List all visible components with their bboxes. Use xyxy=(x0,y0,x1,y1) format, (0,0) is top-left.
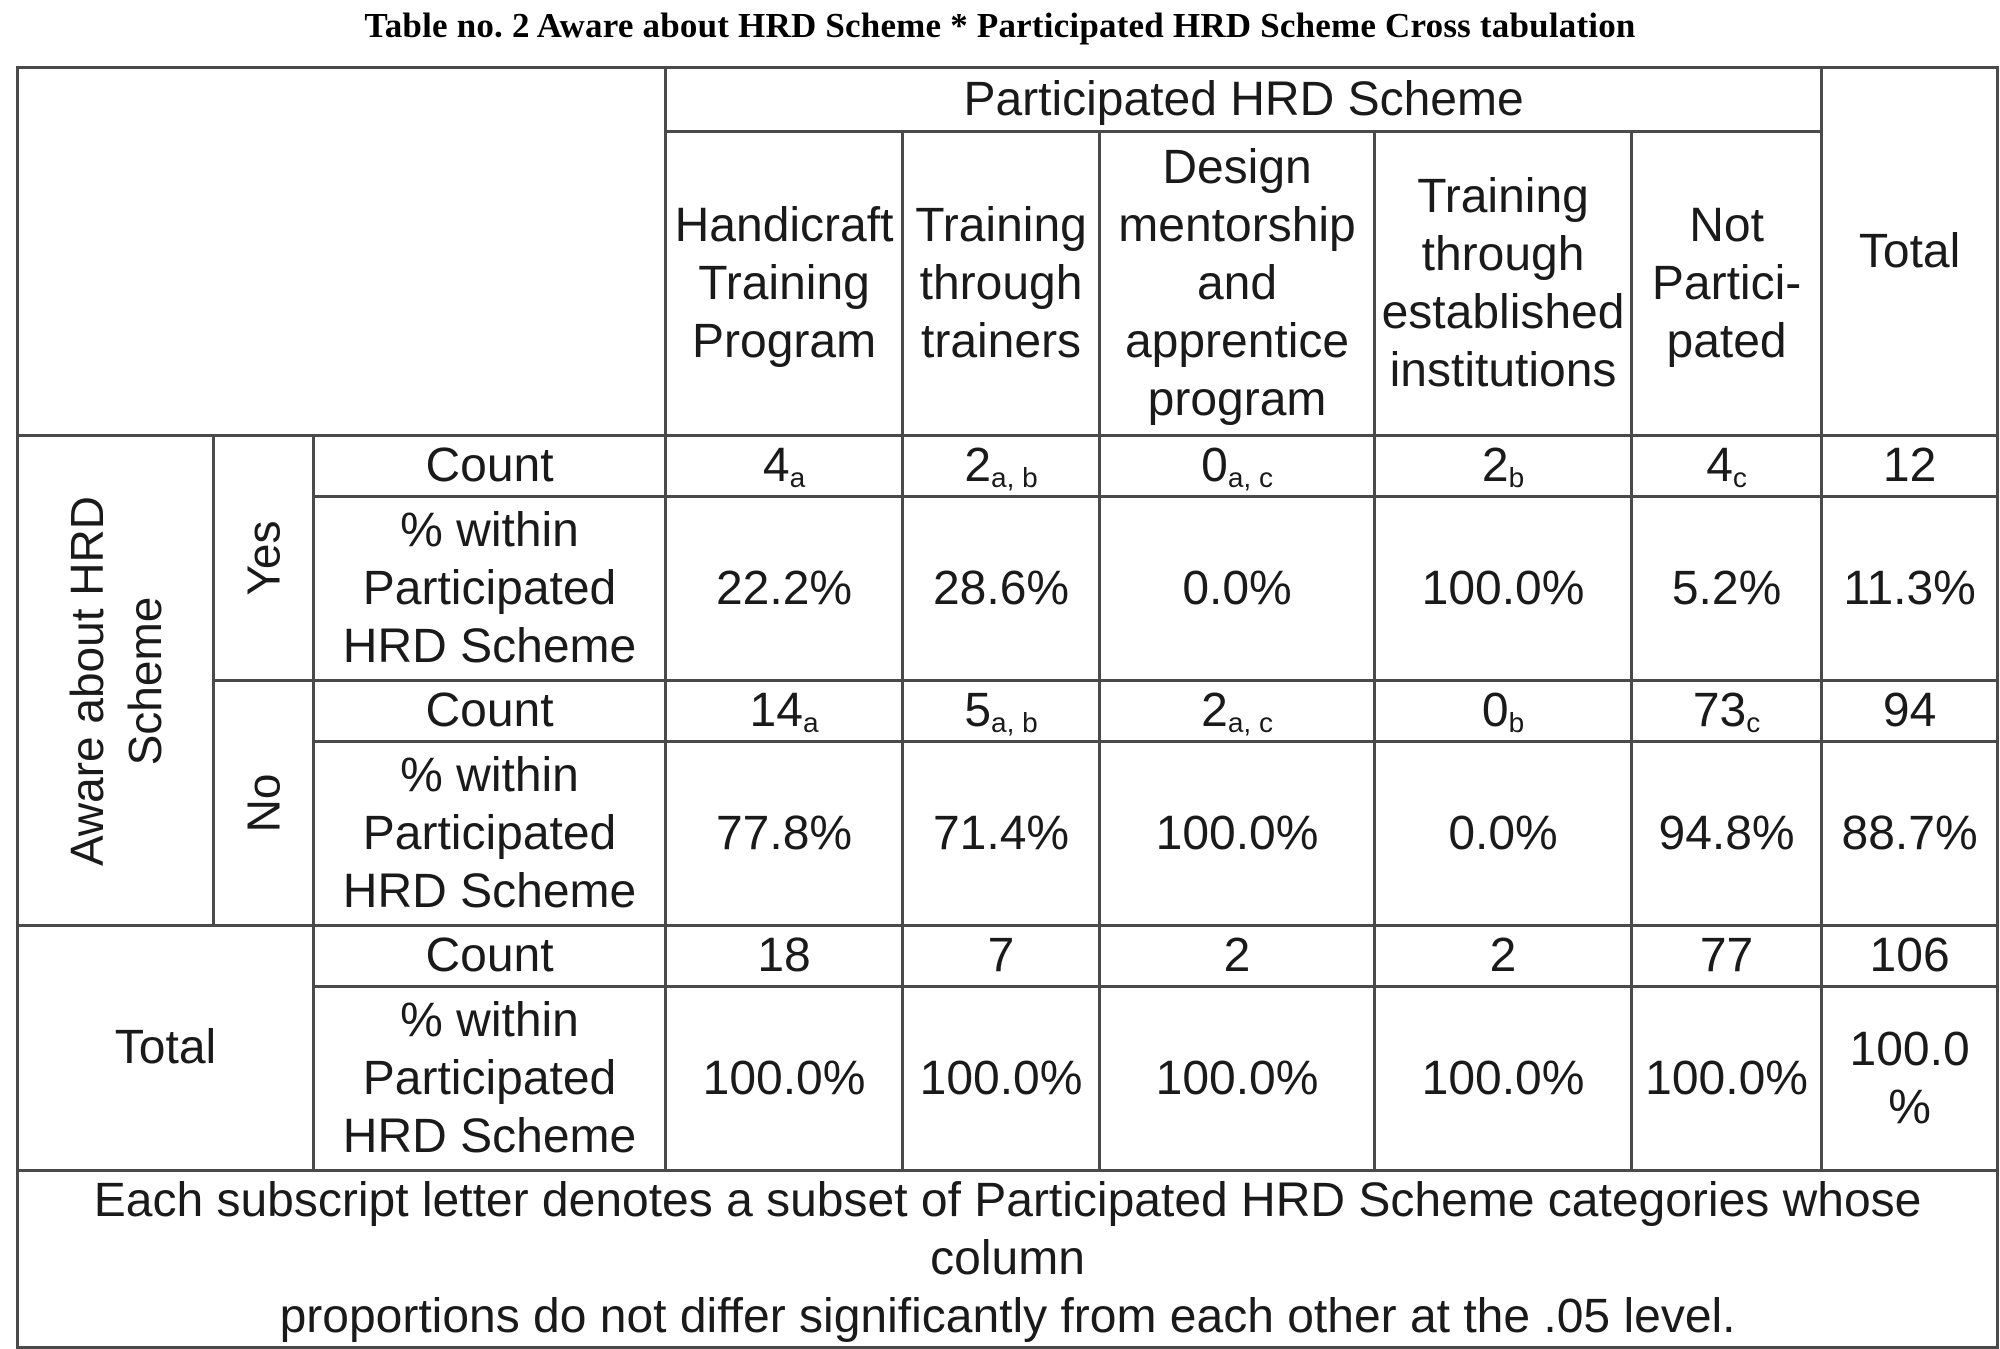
table-title: Table no. 2 Aware about HRD Scheme * Participated HRD Scheme Cross tabulation xyxy=(364,6,1636,45)
count-cell: 7 xyxy=(903,926,1100,987)
pct-cell: 0.0% xyxy=(1100,497,1375,681)
count-label: Count xyxy=(314,926,666,987)
pct-total-cell: 100.0 % xyxy=(1822,987,1998,1171)
count-cell: 2 xyxy=(1375,926,1632,987)
total-column-header: Total xyxy=(1822,68,1998,436)
pct-cell: 71.4% xyxy=(903,742,1100,926)
pct-cell: 100.0% xyxy=(666,987,903,1171)
pct-cell: 28.6% xyxy=(903,497,1100,681)
pct-cell: 100.0% xyxy=(1100,742,1375,926)
count-cell: $5_{a, b}$ xyxy=(903,681,1100,742)
column-header: Handicraft Training Program xyxy=(666,132,903,436)
pct-cell: 0.0% xyxy=(1375,742,1632,926)
column-header: Design mentorship and apprentice program xyxy=(1100,132,1375,436)
count-cell: $2_b$ xyxy=(1375,436,1632,497)
count-cell: $0_{a, c}$ xyxy=(1100,436,1375,497)
pct-cell: 94.8% xyxy=(1632,742,1822,926)
column-header: Not Partici- pated xyxy=(1632,132,1822,436)
pct-cell: 100.0% xyxy=(1375,987,1632,1171)
pct-cell: 5.2% xyxy=(1632,497,1822,681)
corner-cell xyxy=(18,68,666,436)
row-label-yes: Yes xyxy=(214,436,314,681)
count-cell: 77 xyxy=(1632,926,1822,987)
count-total-cell: 12 xyxy=(1822,436,1998,497)
pct-total-cell: 11.3% xyxy=(1822,497,1998,681)
pct-label: % within Participated HRD Scheme xyxy=(314,742,666,926)
pct-cell: 100.0% xyxy=(1375,497,1632,681)
total-row-label: Total xyxy=(18,926,314,1171)
count-cell: $4_c$ xyxy=(1632,436,1822,497)
pct-cell: 100.0% xyxy=(903,987,1100,1171)
count-cell: $4_a$ xyxy=(666,436,903,497)
count-label: Count xyxy=(314,681,666,742)
count-cell: $73_c$ xyxy=(1632,681,1822,742)
count-cell: $0_b$ xyxy=(1375,681,1632,742)
table-footnote: Each subscript letter denotes a subset of Participated HRD Scheme categories whose column proportions do not differ significantly from each other at the .05 level. xyxy=(18,1171,1998,1348)
pct-cell: 100.0% xyxy=(1632,987,1822,1171)
count-cell: $2_{a, c}$ xyxy=(1100,681,1375,742)
pct-label: % within Participated HRD Scheme xyxy=(314,987,666,1171)
count-cell: $2_{a, b}$ xyxy=(903,436,1100,497)
pct-label: % within Participated HRD Scheme xyxy=(314,497,666,681)
count-total-cell: 94 xyxy=(1822,681,1998,742)
count-label: Count xyxy=(314,436,666,497)
pct-total-cell: 88.7% xyxy=(1822,742,1998,926)
row-group-label: Aware about HRD Scheme xyxy=(18,436,214,926)
count-cell: $14_a$ xyxy=(666,681,903,742)
count-cell: 2 xyxy=(1100,926,1375,987)
pct-cell: 100.0% xyxy=(1100,987,1375,1171)
crosstab-table xyxy=(16,66,1999,1349)
pct-cell: 77.8% xyxy=(666,742,903,926)
count-cell: 18 xyxy=(666,926,903,987)
column-header: Training through established institutions xyxy=(1375,132,1632,436)
count-total-cell: 106 xyxy=(1822,926,1998,987)
group-header: Participated HRD Scheme xyxy=(666,68,1822,132)
pct-cell: 22.2% xyxy=(666,497,903,681)
row-label-no: No xyxy=(214,681,314,926)
column-header: Training through trainers xyxy=(903,132,1100,436)
